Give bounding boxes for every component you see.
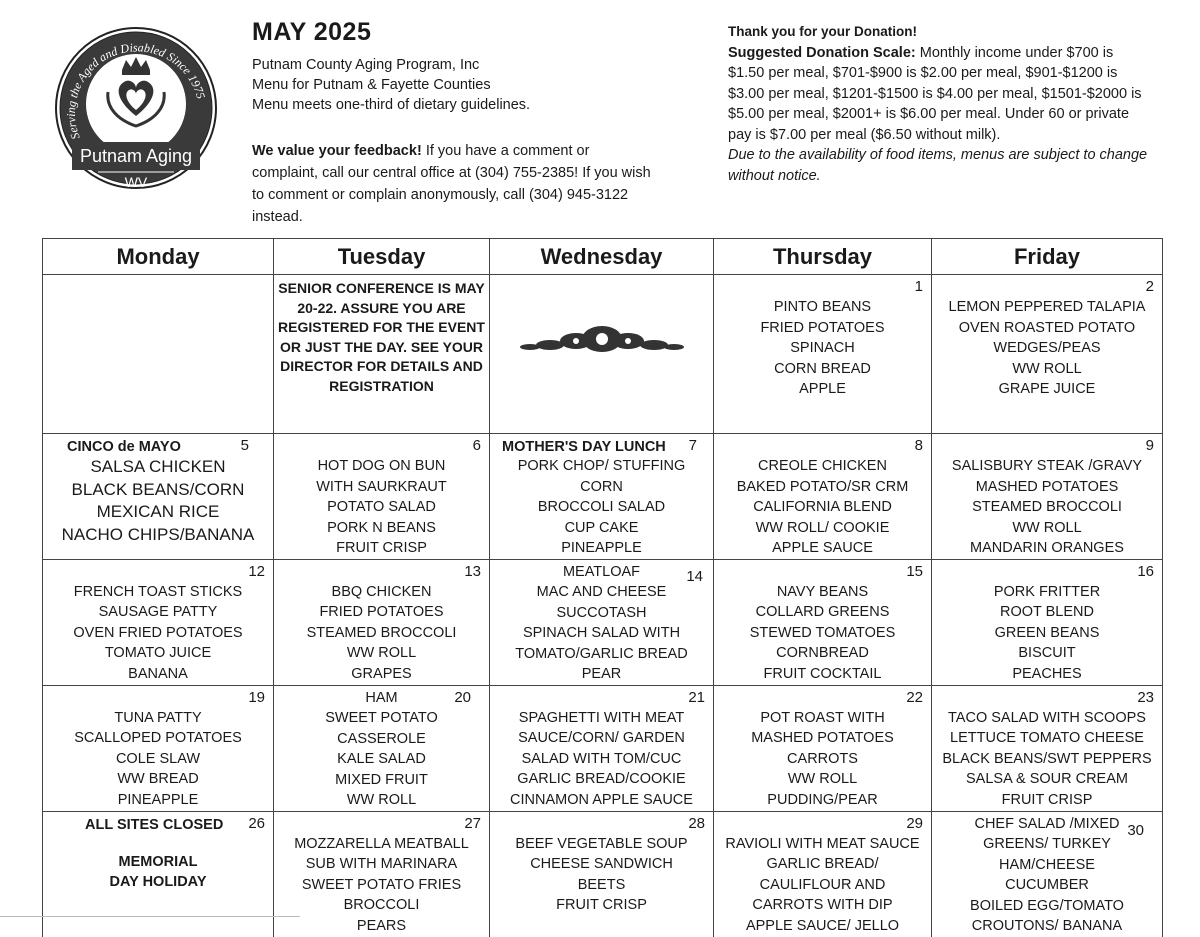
menu-item: MEATLOAF (562, 563, 641, 580)
menu-item: PORK CHOP/ STUFFING (517, 458, 686, 474)
holiday-note (43, 852, 273, 892)
menu-item: APPLE (799, 381, 846, 397)
calendar-cell-day (932, 811, 1163, 937)
day-number: 7 (688, 437, 697, 454)
day-number: 13 (464, 562, 481, 580)
calendar-cell-day (43, 811, 274, 937)
menu-item: CORNBREAD (776, 645, 869, 661)
menu-item: FRIED POTATOES (760, 319, 885, 336)
menu-item: KALE SALAD (337, 751, 426, 767)
menu-item: SPAGHETTI WITH MEAT (518, 709, 685, 726)
calendar-cell-day (932, 559, 1163, 685)
menu-item: SAUSAGE PATTY (98, 604, 218, 620)
menu-item: MEXICAN RICE (96, 502, 220, 521)
org-line: Menu meets one-third of dietary guidelines. (252, 97, 531, 113)
menu-item: STEAMED BROCCOLI (972, 499, 1122, 515)
menu-items (932, 275, 1162, 400)
menu-item: CASSEROLE (337, 730, 426, 747)
menu-item: BROCCOLI (343, 897, 420, 913)
menu-item: GRAPES (351, 665, 412, 682)
menu-items (490, 686, 713, 811)
menu-item: CUCUMBER (1005, 877, 1089, 893)
day-number: 6 (472, 437, 481, 454)
feedback-lead: We value your feedback! (252, 143, 422, 159)
menu-item: SAUCE/CORN/ GARDEN (518, 730, 685, 746)
menu-item: SWEET POTATO (325, 710, 438, 726)
day-number: 27 (464, 814, 481, 832)
menu-item: FRENCH TOAST STICKS (73, 583, 243, 600)
calendar-cell-day (490, 811, 714, 937)
menu-item: SPINACH (790, 340, 855, 356)
feedback-text: If you have a comment or complaint, call our central office at (304) 755-2385! If you wish to comment or complain anonymously, call (304) 945-3122 instead. (252, 143, 651, 225)
menu-item: POTATO SALAD (327, 499, 436, 515)
menu-item: CARROTS WITH DIP (752, 897, 893, 913)
menu-items (932, 686, 1162, 811)
menu-item: OVEN FRIED POTATOES (73, 624, 243, 641)
donation-scale-text: Monthly income under $700 is $1.50 per meal, $701-$900 is $2.00 per meal, $901-$1200 is $3.00 per meal, $1201-$1500 is $4.00 per meal, $1501-$2000 is $5.00 per meal, $2001+ is $6.00 per meal. Under 60 or private pay is $7.00 per meal ($6.50 without milk). (728, 44, 1142, 143)
header-monday: Monday (43, 239, 274, 275)
day-number: 12 (248, 562, 265, 580)
menu-item: CINNAMON APPLE SAUCE (510, 791, 693, 808)
menu-item: ROOT BLEND (999, 604, 1094, 620)
menu-items (932, 434, 1162, 559)
menu-item: CARROTS (787, 750, 858, 767)
holiday-line: MEMORIAL (118, 853, 198, 870)
menu-item: WW ROLL (346, 645, 417, 661)
conference-notice: SENIOR CONFERENCE IS MAY 20-22. ASSURE YOU ARE REGISTERED FOR THE EVENT OR JUST THE DAY. SEE YOUR DIRECTOR FOR DETAILS AND REGISTRATION (278, 280, 485, 394)
menu-item: RAVIOLI WITH MEAT SAUCE (725, 835, 920, 852)
menu-item: BISCUIT (1018, 645, 1076, 661)
menu-item: BEETS (577, 876, 626, 893)
day-number: 5 (240, 437, 249, 454)
donation-block (728, 22, 1148, 186)
logo-arc-text: Serving the Aged and Disabled Since 1975 (63, 40, 209, 142)
calendar-cell-day (274, 434, 490, 560)
putnam-aging-logo (52, 22, 220, 202)
menu-item: CORN BREAD (774, 360, 871, 377)
menu-items (490, 812, 713, 916)
day-number: 26 (248, 814, 265, 832)
menu-item: MAC AND CHEESE (536, 584, 667, 600)
menu-item: SWEET POTATO FRIES (301, 876, 462, 893)
menu-item: HOT DOG ON BUN (317, 458, 446, 474)
menu-item: MOZZARELLA MEATBALL (294, 835, 469, 852)
menu-items (714, 560, 931, 685)
menu-item: CORN (580, 478, 623, 495)
calendar-cell-day (43, 434, 274, 560)
menu-item: NACHO CHIPS/BANANA (61, 524, 255, 544)
day-number: 2 (1145, 278, 1154, 295)
menu-items (714, 812, 931, 937)
menu-items (490, 560, 713, 685)
calendar-cell-day (490, 559, 714, 685)
menu-item: MANDARIN ORANGES (970, 540, 1124, 556)
menu-item: FRIED POTATOES (319, 604, 444, 620)
logo-name: Putnam Aging (79, 146, 193, 166)
calendar-cell-day (43, 685, 274, 811)
menu-item: MASHED POTATOES (975, 478, 1119, 495)
calendar-cell-day (490, 434, 714, 560)
calendar-cell-day (714, 434, 932, 560)
menu-item: BANANA (128, 665, 188, 682)
day-number: 9 (1145, 437, 1154, 454)
header-friday: Friday (932, 239, 1163, 275)
menu-item: SUB WITH MARINARA (305, 856, 458, 872)
header-wednesday: Wednesday (490, 239, 714, 275)
calendar-cell-day (274, 811, 490, 937)
menu-item: APPLE SAUCE (772, 540, 873, 556)
menu-item: TUNA PATTY (114, 709, 202, 726)
menu-item: PEAR (581, 666, 622, 682)
menu-item: GREENS/ TURKEY (983, 836, 1111, 852)
menu-item: OVEN ROASTED POTATO (958, 319, 1136, 336)
menu-item: WW ROLL (787, 771, 858, 787)
menu-item: LETTUCE TOMATO CHEESE (950, 730, 1144, 746)
menu-item: CAULIFLOUR AND (759, 876, 886, 893)
menu-item: WITH SAURKRAUT (316, 478, 447, 495)
special-label: MOTHER'S DAY LUNCH (502, 439, 666, 455)
menu-item: SUCCOTASH (556, 604, 647, 621)
day-number: 19 (248, 688, 265, 706)
menu-item: GARLIC BREAD/COOKIE (517, 771, 686, 787)
day-number: 14 (686, 567, 703, 585)
menu-item: TOMATO JUICE (104, 645, 212, 661)
day-number: 30 (1127, 821, 1144, 839)
menu-item: LEMON PEPPERED TALAPIA (948, 299, 1146, 315)
menu-item: COLLARD GREENS (755, 604, 890, 620)
menu-item: SCALLOPED POTATOES (74, 730, 242, 746)
menu-items (932, 560, 1162, 685)
calendar-cell-empty (43, 275, 274, 434)
calendar-cell-day (714, 275, 932, 434)
calendar-cell-day (932, 434, 1163, 560)
calendar-cell-day (43, 559, 274, 685)
menu-item: CREOLE CHICKEN (758, 458, 887, 474)
menu-item: CHEESE SANDWICH (530, 856, 673, 872)
menu-item: PEACHES (1012, 665, 1082, 682)
menu-item: SALAD WITH TOM/CUC (521, 750, 682, 767)
menu-item: BLACK BEANS/SWT PEPPERS (942, 750, 1152, 767)
donation-note: Due to the availability of food items, menus are subject to change without notice. (728, 147, 1148, 184)
menu-item: BLACK BEANS/CORN (71, 479, 245, 499)
donation-scale-lead: Suggested Donation Scale: (728, 44, 916, 61)
menu-items (274, 434, 489, 559)
logo-state: WV (124, 174, 148, 190)
menu-item: TOMATO/GARLIC BREAD (515, 645, 688, 662)
day-number: 1 (914, 278, 923, 295)
menu-item: WW BREAD (117, 771, 199, 787)
day-number: 22 (906, 688, 923, 706)
day-number: 15 (906, 562, 923, 580)
menu-item: SALSA CHICKEN (90, 457, 226, 476)
feedback-block (252, 140, 652, 228)
org-line: Menu for Putnam & Fayette Counties (252, 77, 491, 93)
menu-item: FRUIT CRISP (336, 540, 427, 556)
menu-calendar (42, 238, 1163, 937)
day-number: 16 (1137, 562, 1154, 580)
menu-item: BBQ CHICKEN (331, 583, 432, 600)
menu-item: CHEF SALAD /MIXED (974, 815, 1120, 832)
menu-item: WW ROLL/ COOKIE (755, 519, 890, 536)
menu-item: BOILED EGG/TOMATO (970, 897, 1124, 914)
menu-item: PORK FRITTER (993, 583, 1101, 600)
calendar-cell-day (932, 275, 1163, 434)
menu-item: COLE SLAW (115, 750, 201, 767)
menu-item: GRAPE JUICE (998, 381, 1096, 397)
day-number: 21 (688, 688, 705, 706)
menu-item: GARLIC BREAD/ (766, 856, 879, 872)
menu-items (714, 275, 931, 400)
menu-item: HAM (365, 689, 398, 706)
donation-thanks: Thank you for your Donation! (728, 24, 917, 39)
header-thursday: Thursday (714, 239, 932, 275)
menu-item: SALISBURY STEAK /GRAVY (951, 458, 1143, 474)
menu-item: HAM/CHEESE (999, 856, 1095, 873)
menu-item: POT ROAST WITH (760, 709, 885, 726)
menu-item: TACO SALAD WITH SCOOPS (948, 709, 1146, 726)
calendar-cell-day (714, 685, 932, 811)
menu-item: NAVY BEANS (776, 583, 869, 600)
calendar-cell-day (274, 685, 490, 811)
menu-items (43, 560, 273, 685)
calendar-cell-day (714, 559, 932, 685)
calendar-cell-day (490, 685, 714, 811)
menu-item: PEARS (356, 917, 407, 934)
menu-item: SPINACH SALAD WITH (522, 625, 681, 641)
calendar-cell-decoration (490, 275, 714, 434)
org-info (252, 55, 652, 115)
floral-ornament-icon (490, 275, 714, 395)
holiday-line: DAY HOLIDAY (109, 873, 207, 890)
menu-item: STEWED TOMATOES (749, 624, 896, 641)
menu-items (714, 686, 931, 811)
menu-item: WW ROLL (346, 792, 417, 808)
menu-item: APPLE SAUCE/ JELLO (745, 917, 900, 934)
day-number: 29 (906, 814, 923, 832)
day-number: 23 (1137, 688, 1154, 706)
menu-items (43, 686, 273, 811)
day-number: 8 (914, 437, 923, 454)
calendar-cell-notice (274, 275, 490, 434)
org-line: Putnam County Aging Program, Inc (252, 57, 480, 73)
menu-item: CROUTONS/ BANANA (971, 918, 1123, 934)
menu-item: PINEAPPLE (561, 540, 642, 556)
calendar-cell-day (932, 685, 1163, 811)
menu-item: PUDDING/PEAR (767, 791, 878, 808)
menu-item: PINEAPPLE (117, 791, 199, 808)
menu-item: WW ROLL (1012, 360, 1082, 377)
calendar-cell-day (714, 811, 932, 937)
menu-item: PINTO BEANS (773, 299, 872, 315)
menu-item: BROCCOLI SALAD (537, 499, 666, 515)
menu-item: BEEF VEGETABLE SOUP (515, 835, 688, 852)
menu-item: FRUIT COCKTAIL (763, 665, 882, 682)
menu-item: MASHED POTATOES (751, 730, 894, 746)
menu-item: STEAMED BROCCOLI (306, 624, 457, 641)
footer-divider (0, 916, 300, 917)
menu-item: SALSA & SOUR CREAM (966, 771, 1128, 787)
header-tuesday: Tuesday (274, 239, 490, 275)
menu-items (274, 560, 489, 685)
day-number: 28 (688, 814, 705, 832)
menu-item: MIXED FRUIT (335, 771, 428, 788)
menu-item: WW ROLL (1012, 519, 1082, 536)
day-number: 20 (454, 688, 471, 706)
menu-item: WEDGES/PEAS (993, 340, 1101, 356)
menu-item: CUP CAKE (564, 519, 639, 536)
menu-item: PORK N BEANS (327, 519, 436, 536)
menu-items (714, 434, 931, 559)
special-label: CINCO de MAYO (67, 439, 181, 455)
menu-item: BAKED POTATO/SR CRM (736, 478, 909, 495)
special-label: ALL SITES CLOSED (85, 816, 224, 833)
menu-item: FRUIT CRISP (556, 897, 647, 913)
menu-item: FRUIT CRISP (1001, 791, 1093, 808)
menu-item: CALIFORNIA BLEND (753, 499, 892, 515)
menu-item: GREEN BEANS (994, 624, 1100, 641)
calendar-cell-day (274, 559, 490, 685)
menu-items (274, 812, 489, 937)
page-title: MAY 2025 (252, 18, 372, 46)
